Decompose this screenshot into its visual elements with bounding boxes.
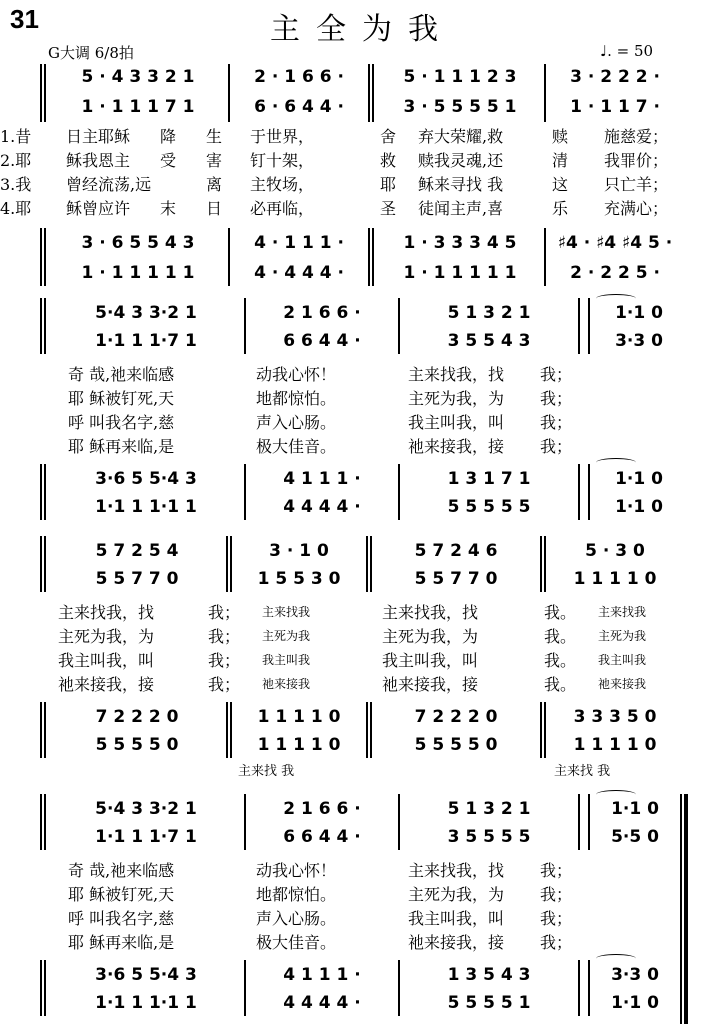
hymn-number: 31 <box>10 4 39 34</box>
measure: 5 5 5 5 1 <box>447 993 531 1013</box>
measure: 1 1 1 1 0 <box>573 569 657 589</box>
s3-lyric-3: 我主叫我，叫 我； 我主叫我 我主叫我，叫 我。 我主叫我 <box>58 651 647 670</box>
measure: 1 1 1 1 0 <box>573 735 657 755</box>
measure: 4 · 1 1 1 · <box>254 233 344 253</box>
measure: 7 2 2 2 0 <box>95 707 179 727</box>
measure: 5 5 5 5 0 <box>95 735 179 755</box>
measure: 3 5 5 4 3 <box>447 331 531 351</box>
measure: 1 · 1 1 7 · <box>570 97 660 117</box>
measure: 4 · 4 4 4 · <box>254 263 344 283</box>
measure: 3 5 5 5 5 <box>447 827 531 847</box>
lyric-verse-2: 2.耶 稣我恩主 受 害 钉十架， 救 赎我灵魂,还 清 我罪价； <box>0 151 669 170</box>
measure: 1 · 3 3 3 4 5 <box>403 233 517 253</box>
measure: 1·1 0 <box>611 799 659 819</box>
measure: 3 · 2 2 2 · <box>570 67 660 87</box>
s4-lyric-2: 耶 稣被钉死,天 地都惊怕。 主死为我，为 我； <box>68 885 573 904</box>
measure: 5 · 1 1 1 2 3 <box>403 67 517 87</box>
measure: 1 · 1 1 1 1 1 <box>403 263 517 283</box>
measure: 3·6 5 5·4 3 <box>95 469 197 489</box>
measure: 6 6 4 4 · <box>283 827 361 847</box>
measure: 1 1 1 1 0 <box>257 707 341 727</box>
s2-lower-voice <box>0 328 724 354</box>
measure: 1 · 1 1 1 7 1 <box>81 97 195 117</box>
measure: 5 · 3 0 <box>585 541 645 561</box>
measure: 5 · 4 3 3 2 1 <box>81 67 195 87</box>
s2-lyric-1: 奇 哉,祂来临感 动我心怀！ 主来找我，找 我； <box>68 365 573 384</box>
measure: 4 4 4 4 · <box>283 497 361 517</box>
s3-lyric-1: 主来找我，找 我； 主来找我 主来找我，找 我。 主来找我 <box>58 603 647 622</box>
s2-lyric-3: 呼 叫我名字,慈 声入心肠。 我主叫我，叫 我； <box>68 413 573 432</box>
measure: 3 · 6 5 5 4 3 <box>81 233 195 253</box>
measure: 6 6 4 4 · <box>283 331 361 351</box>
measure: 3 3 3 5 0 <box>573 707 657 727</box>
s2-upper-voice <box>0 300 724 326</box>
measure: 5 7 2 4 6 <box>414 541 498 561</box>
s4-lyric-4: 耶 稣再来临,是 极大佳音。 祂来接我，接 我； <box>68 933 573 952</box>
measure: 1·1 0 <box>611 993 659 1013</box>
measure: 2 · 2 2 5 · <box>570 263 660 283</box>
s3-lower-voice <box>0 566 724 592</box>
s4-bottom-upper-voice <box>0 962 724 988</box>
measure: 3·3 0 <box>615 331 663 351</box>
lyric-verse-4: 4.耶 稣曾应许 末 日 必再临， 圣 徒闻主声,喜 乐 充满心； <box>0 199 669 218</box>
measure: 2 · 1 6 6 · <box>254 67 344 87</box>
measure: 3·6 5 5·4 3 <box>95 965 197 985</box>
tempo-marking: ♩. = 50 <box>600 42 654 60</box>
measure: 5·4 3 3·2 1 <box>95 799 197 819</box>
measure: 5 7 2 5 4 <box>95 541 179 561</box>
measure: 1·1 1 1·7 1 <box>95 827 197 847</box>
measure: 5·4 3 3·2 1 <box>95 303 197 323</box>
s4-lower-voice <box>0 824 724 850</box>
measure: 3 · 5 5 5 5 1 <box>403 97 517 117</box>
measure: 1·1 1 1·1 1 <box>95 993 197 1013</box>
header <box>0 0 724 66</box>
measure: 4 1 1 1 · <box>283 469 361 489</box>
lyric-verse-1: 1.昔 日主耶稣 降 生 于世界， 舍 弃大荣耀,救 赎 施慈爱； <box>0 127 669 146</box>
s1-bottom-lower-voice <box>0 260 724 286</box>
system-2 <box>0 298 724 528</box>
measure: 5·5 0 <box>611 827 659 847</box>
measure: 4 1 1 1 · <box>283 965 361 985</box>
measure: 1 · 1 1 1 1 1 <box>81 263 195 283</box>
s4-bottom-lower-voice <box>0 990 724 1016</box>
caption-2: 主来找 我 <box>554 764 611 779</box>
measure: 5 1 3 2 1 <box>447 799 531 819</box>
s3-lyric-2: 主死为我，为 我； 主死为我 主死为我，为 我。 主死为我 <box>58 627 647 646</box>
measure: 1·1 1 1·1 1 <box>95 497 197 517</box>
measure: 6 · 6 4 4 · <box>254 97 344 117</box>
measure: 1 3 5 4 3 <box>447 965 531 985</box>
measure: 1 1 1 1 0 <box>257 735 341 755</box>
measure: ♯4 · ♯4 ♯4 5 · <box>557 233 673 253</box>
s4-lyric-1: 奇 哉,祂来临感 动我心怀！ 主来找我，找 我； <box>68 861 573 880</box>
measure: 1 3 1 7 1 <box>447 469 531 489</box>
measure: 5 5 5 5 0 <box>414 735 498 755</box>
measure: 1·1 0 <box>615 469 663 489</box>
hymn-title: 主全为我 <box>270 12 454 47</box>
s3-lyric-4: 祂来接我，接 我； 祂来接我 祂来接我，接 我。 祂来接我 <box>58 675 647 694</box>
measure: 2 1 6 6 · <box>283 799 361 819</box>
measure: 1·1 0 <box>615 303 663 323</box>
measure: 3·3 0 <box>611 965 659 985</box>
s2-bottom-lower-voice <box>0 494 724 520</box>
s1-lower-voice <box>0 94 724 120</box>
measure: 7 2 2 2 0 <box>414 707 498 727</box>
lyric-verse-3: 3.我 曾经流荡,远 离 主牧场， 耶 稣来寻找 我 这 只亡羊； <box>0 175 669 194</box>
measure: 2 1 6 6 · <box>283 303 361 323</box>
measure: 1·1 1 1·7 1 <box>95 331 197 351</box>
s2-lyric-2: 耶 稣被钉死,天 地都惊怕。 主死为我，为 我； <box>68 389 573 408</box>
measure: 3 · 1 0 <box>269 541 329 561</box>
measure: 5 5 7 7 0 <box>414 569 498 589</box>
system-1 <box>0 60 724 290</box>
s2-bottom-upper-voice <box>0 466 724 492</box>
s3-bottom-upper-voice <box>0 704 724 730</box>
s1-upper-voice <box>0 64 724 90</box>
system-3 <box>0 536 724 786</box>
measure: 5 5 5 5 5 <box>447 497 531 517</box>
s2-lyric-4: 耶 稣再来临,是 极大佳音。 祂来接我，接 我； <box>68 437 573 456</box>
system-4 <box>0 794 724 1024</box>
s3-bottom-lower-voice <box>0 732 724 758</box>
s4-lyric-3: 呼 叫我名字,慈 声入心肠。 我主叫我，叫 我； <box>68 909 573 928</box>
s4-upper-voice <box>0 796 724 822</box>
measure: 4 4 4 4 · <box>283 993 361 1013</box>
measure: 1·1 0 <box>615 497 663 517</box>
key-meter: G大调 6/8拍 <box>48 44 134 62</box>
s3-upper-voice <box>0 538 724 564</box>
measure: 5 1 3 2 1 <box>447 303 531 323</box>
measure: 1 5 5 3 0 <box>257 569 341 589</box>
s1-bottom-upper-voice <box>0 230 724 256</box>
measure: 5 5 7 7 0 <box>95 569 179 589</box>
caption-1: 主来找 我 <box>238 764 295 779</box>
